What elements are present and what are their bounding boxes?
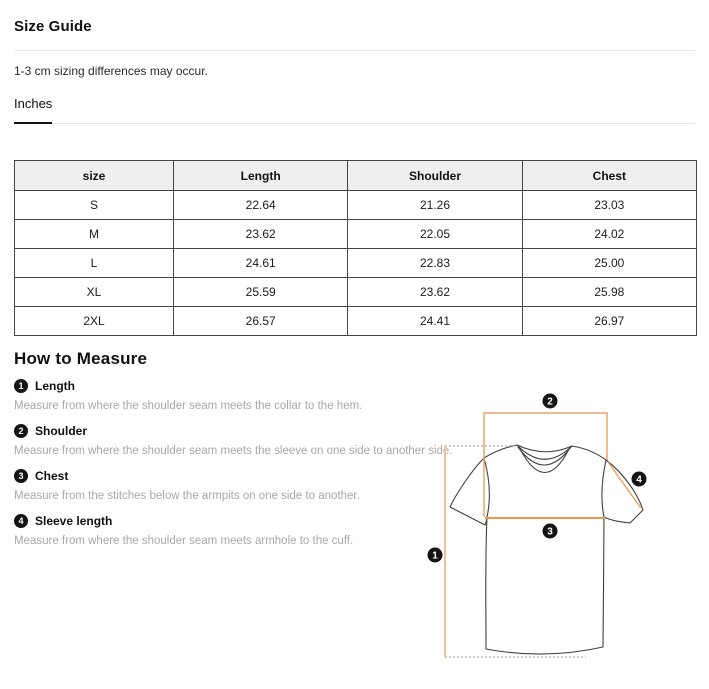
measurement-cell: 21.26 <box>348 191 522 220</box>
how-to-measure-title: How to Measure <box>14 349 148 368</box>
marker-4 <box>632 472 647 487</box>
size-table-header-row <box>15 161 697 191</box>
measure-item-label: Length <box>35 379 75 393</box>
size-table-col-header: Length <box>174 161 348 191</box>
marker-3 <box>543 524 558 539</box>
measurement-cell: 24.61 <box>174 249 348 278</box>
number-badge-icon: 4 <box>14 514 28 528</box>
measure-item-description: Measure from where the shoulder seam meets the collar to the hem. <box>14 400 363 412</box>
size-cell: L <box>15 249 174 278</box>
measurement-cell: 26.57 <box>174 307 348 336</box>
table-row <box>15 278 697 307</box>
size-cell: 2XL <box>15 307 174 336</box>
tshirt-body <box>450 445 643 654</box>
marker-2-number: 2 <box>547 396 553 408</box>
table-row <box>15 191 697 220</box>
measurement-cell: 22.83 <box>348 249 522 278</box>
size-cell: XL <box>15 278 174 307</box>
marker-3-number: 3 <box>547 526 553 538</box>
number-badge-icon: 3 <box>14 469 28 483</box>
measurement-cell: 22.05 <box>348 220 522 249</box>
marker-1-number: 1 <box>432 550 438 562</box>
number-badge-icon: 2 <box>14 424 28 438</box>
measure-item-label: Shoulder <box>35 424 88 438</box>
size-table <box>14 160 697 336</box>
measure-item-description: Measure from where the shoulder seam meets the sleeve on one side to another side. <box>14 445 453 457</box>
measurement-cell: 23.62 <box>348 278 522 307</box>
measurement-cell: 23.62 <box>174 220 348 249</box>
measurement-cell: 24.41 <box>348 307 522 336</box>
table-row <box>15 307 697 336</box>
sizing-note: 1-3 cm sizing differences may occur. <box>14 64 208 78</box>
measurement-cell: 25.59 <box>174 278 348 307</box>
marker-4-number: 4 <box>636 474 642 486</box>
tab-inches[interactable]: Inches <box>14 96 52 124</box>
page-title: Size Guide <box>14 18 92 35</box>
unit-tab-row <box>14 95 695 124</box>
header-divider <box>14 50 695 51</box>
measurement-cell: 24.02 <box>522 220 696 249</box>
size-cell: S <box>15 191 174 220</box>
tshirt-measure-diagram <box>400 380 709 689</box>
size-table-col-header: Chest <box>522 161 696 191</box>
size-table-col-header: Shoulder <box>348 161 522 191</box>
measurement-cell: 25.98 <box>522 278 696 307</box>
table-row <box>15 249 697 278</box>
size-table-col-header: size <box>15 161 174 191</box>
measure-item-description: Measure from the stitches below the armpits on one side to another. <box>14 490 360 502</box>
size-cell: M <box>15 220 174 249</box>
measurement-cell: 26.97 <box>522 307 696 336</box>
measurement-cell: 22.64 <box>174 191 348 220</box>
measure-item-label: Chest <box>35 469 69 483</box>
tshirt-outline <box>450 445 643 654</box>
measurement-cell: 25.00 <box>522 249 696 278</box>
measure-item-description: Measure from where the shoulder seam meets armhole to the cuff. <box>14 535 354 547</box>
number-badge-icon: 1 <box>14 379 28 393</box>
marker-1 <box>428 548 443 563</box>
measure-item-label: Sleeve length <box>35 514 113 528</box>
table-row <box>15 220 697 249</box>
measurement-cell: 23.03 <box>522 191 696 220</box>
marker-2 <box>543 394 558 409</box>
